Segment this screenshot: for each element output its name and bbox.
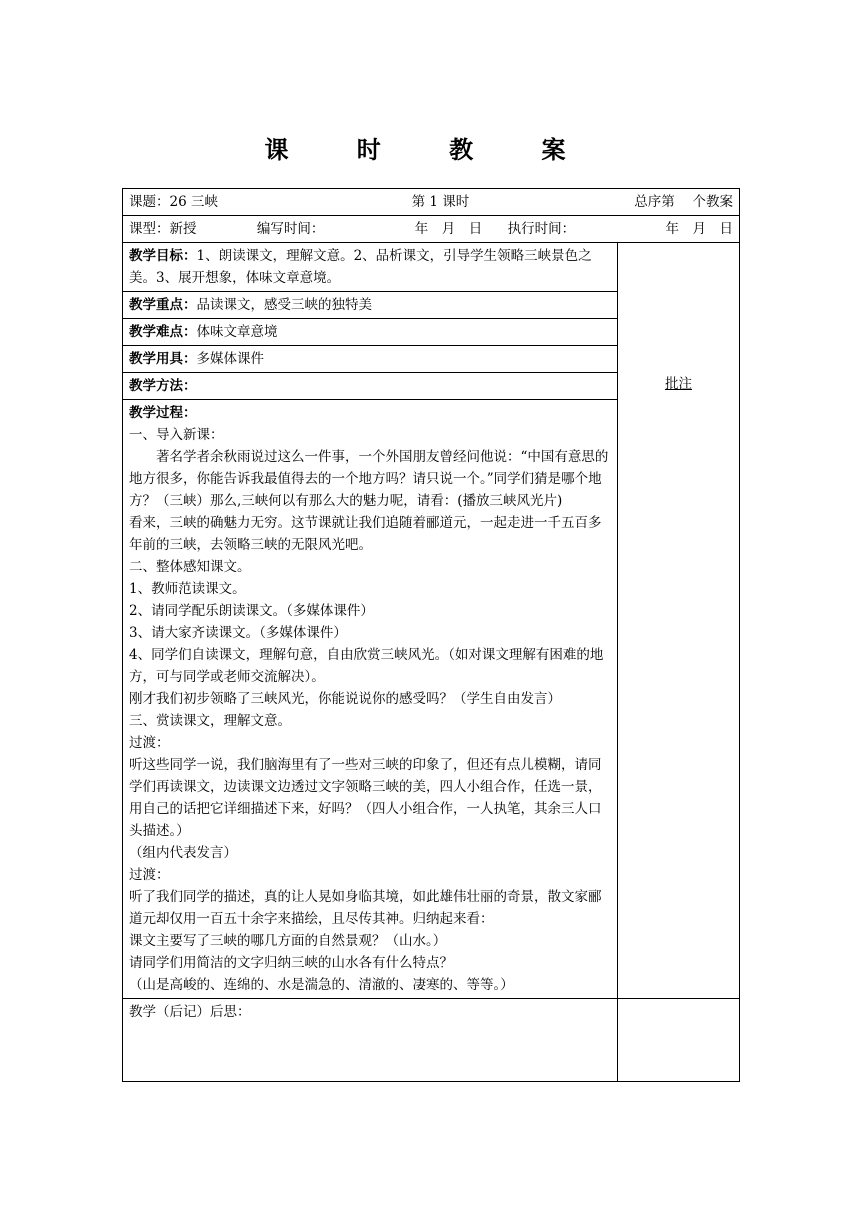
lesson-plan-table — [122, 188, 740, 1082]
write-time-label: 编写时间： — [256, 221, 325, 237]
process-para: 1、教师范读课文。 — [129, 581, 246, 597]
type-cell: 课型：新授 — [129, 221, 197, 237]
difficult-label: 教学难点： — [129, 324, 197, 340]
process-para: 看来，三峡的确魅力无穷。这节课就让我们追随着郦道元，一起走进一千五百多年前的三峡，去领略三峡的无限风光吧。 — [129, 515, 602, 553]
header-row-2 — [123, 216, 740, 243]
header-row-1 — [123, 189, 740, 216]
process-label: 教学过程： — [129, 405, 197, 421]
goals-row — [123, 243, 740, 292]
tools-label: 教学用具： — [129, 351, 197, 367]
process-para: 4、同学们自读课文，理解句意，自由欣赏三峡风光。（如对课文理解有困难的地方，可与同学或老师交流解决）。 — [129, 647, 604, 685]
goals-label: 教学目标： — [129, 248, 197, 264]
process-para: 听了我们同学的描述，真的让人晃如身临其境，如此雄伟壮丽的奇景，散文家郦道元却仅用一百五十余字来描绘，且尽传其神。归纳起来看： — [129, 889, 602, 927]
exec-time-label: 执行时间： — [507, 221, 576, 237]
document-title: 课 时 教 案 — [264, 136, 596, 164]
process-para: 2、请同学配乐朗读课文。（多媒体课件） — [129, 603, 374, 619]
process-para: 过渡： — [129, 735, 170, 751]
total-cell: 总序第 个教案 — [634, 194, 734, 210]
topic-cell: 课题：26 三峡 — [129, 194, 218, 210]
process-para: 二、整体感知课文。 — [129, 559, 251, 575]
goals-text: 1、朗读课文，理解文意。2、品析课文，引导学生领略三峡景色之美。3、展开想象，体味文章意境。 — [129, 248, 592, 286]
write-time-date: 年 月 日 — [414, 221, 483, 237]
key-text: 品读课文，感受三峡的独特美 — [196, 297, 372, 313]
process-para: 三、赏读课文，理解文意。 — [129, 713, 291, 729]
process-para: 3、请大家齐读课文。（多媒体课件） — [129, 625, 347, 641]
annotation-column — [618, 243, 740, 999]
process-para: 过渡： — [129, 867, 170, 883]
process-para: 听这些同学一说，我们脑海里有了一些对三峡的印象了，但还有点儿模糊，请同学们再读课文，边读课文边透过文字领略三峡的美，四人小组合作，任选一景，用自己的话把它详细描述下来，好吗？（四人小组合作，一人执笔，其余三人口头描述。） — [129, 757, 602, 839]
annotation-label: 批注 — [665, 376, 692, 392]
lesson-cell: 第 1 课时 — [411, 194, 470, 210]
method-label: 教学方法： — [129, 378, 197, 394]
afterthought-label: 教学（后记）后思： — [129, 1004, 251, 1020]
exec-time-date: 年 月 日 — [665, 221, 733, 237]
tools-text: 多媒体课件 — [196, 351, 264, 367]
key-label: 教学重点： — [129, 297, 197, 313]
process-para: 著名学者余秋雨说过这么一件事，一个外国朋友曾经问他说：“中国有意思的地方很多，你能告诉我最值得去的一个地方吗？请只说一个。”同学们猜是哪个地方？（三峡）那么,三峡何以有那么大的魅力呢，请看：(播放三峡风光片) — [129, 449, 609, 509]
process-para: （组内代表发言） — [129, 845, 237, 861]
process-para: 刚才我们初步领略了三峡风光，你能说说你的感受吗？（学生自由发言） — [129, 691, 561, 707]
process-para: 课文主要写了三峡的哪几方面的自然景观？（山水。） — [129, 933, 447, 949]
difficult-text: 体味文章意境 — [196, 324, 278, 340]
process-para: （山是高峻的、连绵的、水是湍急的、清澈的、凄寒的、等等。） — [129, 977, 514, 993]
afterthought-row — [123, 999, 740, 1082]
process-para: 一、导入新课： — [129, 427, 224, 443]
process-para: 请同学们用简洁的文字归纳三峡的山水各有什么特点？ — [129, 955, 453, 971]
